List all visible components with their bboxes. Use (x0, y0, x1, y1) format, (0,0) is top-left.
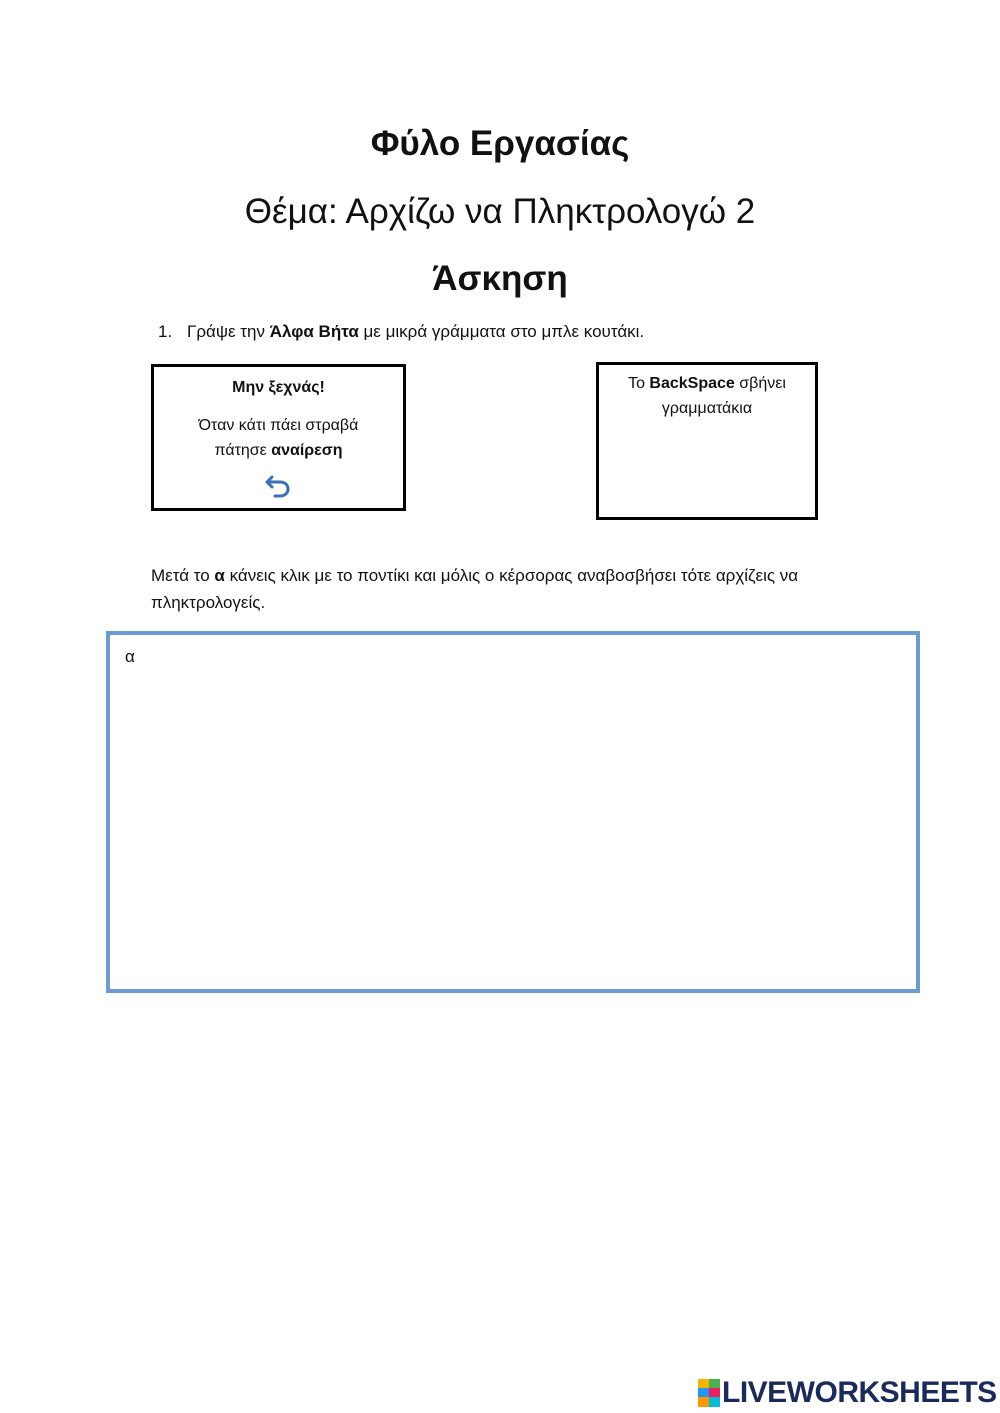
undo-tip-title: Μην ξεχνάς! (232, 379, 325, 396)
undo-tip-line2-text: πάτησε (214, 442, 272, 459)
backspace-tip-line2: γραμματάκια (661, 400, 753, 417)
answer-text[interactable]: α (125, 647, 135, 666)
backspace-tip-line1 (599, 371, 815, 396)
backspace-tip-before: Το (628, 375, 650, 392)
typing-instructions-bold: α (214, 566, 225, 585)
typing-instructions (151, 562, 871, 616)
liveworksheets-logo-icon (698, 1379, 720, 1407)
undo-icon (264, 473, 294, 499)
typing-instructions-after: κάνεις κλικ με το ποντίκι και μόλις ο κέρσορας αναβοσβήσει τότε αρχίζεις να πληκτρολογείς. (151, 566, 799, 612)
backspace-tip-box (596, 362, 818, 520)
undo-tip-line1: Όταν κάτι πάει στραβά (198, 417, 359, 434)
instruction-text-after: με μικρά γράμματα στο μπλε κουτάκι. (358, 322, 645, 341)
undo-tip-line2-bold: αναίρεση (271, 442, 343, 459)
instruction-text-before: Γράψε την (187, 322, 270, 341)
worksheet-title: Φύλο Εργασίας (370, 124, 630, 163)
backspace-tip-bold: BackSpace (649, 375, 735, 392)
instruction (158, 322, 644, 342)
instruction-text-bold: Άλφα Βήτα (269, 322, 359, 341)
instruction-number: 1. (158, 322, 173, 341)
backspace-tip-after: σβήνει (734, 375, 786, 392)
liveworksheets-wordmark: LIVEWORKSHEETS (722, 1376, 997, 1409)
undo-tip-line2 (154, 438, 403, 463)
worksheet-subtitle: Θέμα: Αρχίζω να Πληκτρολογώ 2 (244, 192, 756, 231)
undo-tip-box (151, 364, 406, 511)
typing-instructions-before: Μετά το (151, 566, 215, 585)
exercise-heading: Άσκηση (432, 259, 568, 298)
answer-text-area[interactable] (106, 631, 920, 993)
liveworksheets-brand (698, 1376, 997, 1410)
